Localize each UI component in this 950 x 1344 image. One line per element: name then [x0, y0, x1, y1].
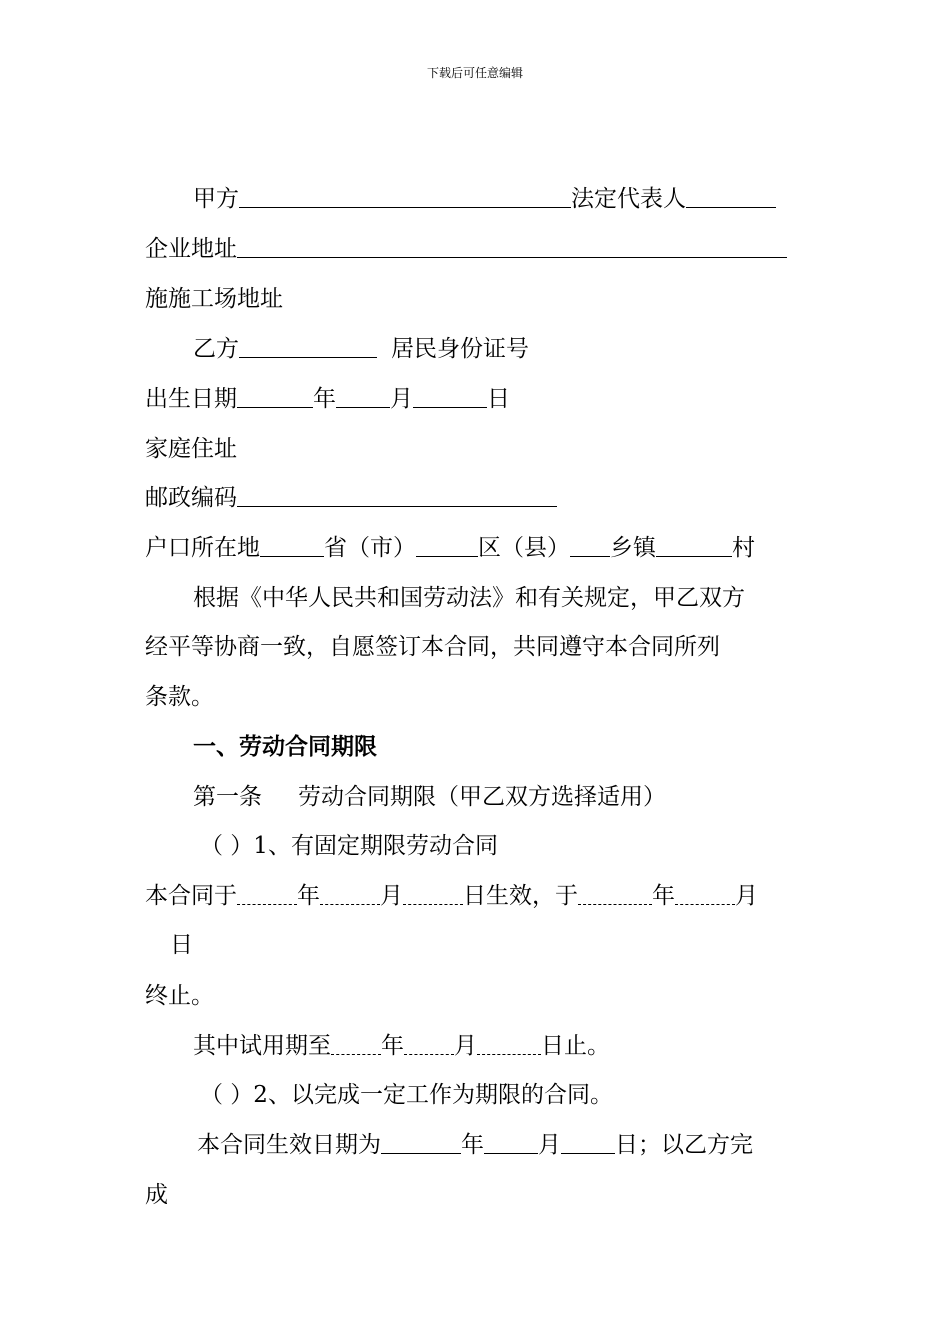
- probation-month-blank[interactable]: [404, 1034, 454, 1055]
- birth-date-line: [145, 384, 510, 414]
- province-blank[interactable]: [260, 536, 324, 557]
- term-line: [145, 881, 758, 911]
- term-day-wrap: 日: [170, 932, 193, 958]
- town-blank[interactable]: [570, 536, 610, 557]
- village-blank[interactable]: [656, 536, 732, 557]
- year-text: 年: [297, 883, 320, 909]
- task-line: [197, 1130, 753, 1160]
- end-month-blank[interactable]: [675, 884, 735, 905]
- task-wrap-line: 成: [145, 1182, 168, 1208]
- probation-end-text: 日止。: [541, 1033, 610, 1059]
- party-a-line: [193, 184, 776, 214]
- company-address-blank[interactable]: [237, 237, 787, 258]
- task-month-blank[interactable]: [484, 1133, 538, 1154]
- task-tail-text: 日；以乙方完: [615, 1132, 753, 1158]
- task-day-blank[interactable]: [561, 1133, 615, 1154]
- article-1-number: 第一条: [193, 784, 262, 810]
- village-text: 村: [732, 535, 755, 561]
- site-address-line: [145, 284, 283, 314]
- legal-rep-label: 法定代表人: [571, 186, 686, 212]
- term-end-line: 终止。: [145, 983, 214, 1009]
- intro-line-3: 条款。: [145, 684, 214, 710]
- month-text: 月: [735, 883, 758, 909]
- party-b-label: 乙方: [193, 336, 239, 362]
- option-1-line: （ ）1、有固定期限劳动合同: [200, 833, 498, 859]
- task-year-blank[interactable]: [381, 1133, 461, 1154]
- postal-code-blank[interactable]: [237, 486, 557, 507]
- town-text: 乡镇: [610, 535, 656, 561]
- district-text: 区（县）: [478, 535, 570, 561]
- birth-date-label: 出生日期: [145, 386, 237, 412]
- company-address-label: 企业地址: [145, 236, 237, 262]
- effective-text: 日生效，于: [463, 883, 578, 909]
- year-text: 年: [652, 883, 675, 909]
- birth-day-blank[interactable]: [413, 387, 487, 408]
- year-text: 年: [313, 386, 336, 412]
- home-address-label: 家庭住址: [145, 436, 237, 462]
- year-text: 年: [461, 1132, 484, 1158]
- company-address-line: [145, 234, 787, 264]
- party-a-blank[interactable]: [239, 187, 571, 208]
- intro-line-1: 根据《中华人民共和国劳动法》和有关规定，甲乙双方: [193, 585, 745, 611]
- id-number-label: 居民身份证号: [391, 336, 529, 362]
- month-text: 月: [538, 1132, 561, 1158]
- year-text: 年: [381, 1033, 404, 1059]
- probation-day-blank[interactable]: [477, 1034, 541, 1055]
- probation-prefix: 其中试用期至: [193, 1033, 331, 1059]
- site-address-label: 施施工场地址: [145, 286, 283, 312]
- hukou-label: 户口所在地: [145, 535, 260, 561]
- postal-code-line: [145, 483, 557, 513]
- month-text: 月: [380, 883, 403, 909]
- probation-line: [193, 1031, 610, 1061]
- start-month-blank[interactable]: [320, 884, 380, 905]
- term-prefix: 本合同于: [145, 883, 237, 909]
- section-1-title: 一、劳动合同期限: [193, 733, 377, 760]
- option-2-line: （ ）2、以完成一定工作为期限的合同。: [200, 1082, 613, 1108]
- party-b-line: [193, 334, 529, 364]
- article-1-title: 劳动合同期限（甲乙双方选择适用）: [298, 784, 666, 810]
- start-year-blank[interactable]: [237, 884, 297, 905]
- district-blank[interactable]: [416, 536, 478, 557]
- task-prefix: 本合同生效日期为: [197, 1132, 381, 1158]
- party-a-label: 甲方: [193, 186, 239, 212]
- birth-year-blank[interactable]: [237, 387, 313, 408]
- probation-year-blank[interactable]: [331, 1034, 381, 1055]
- party-b-blank[interactable]: [239, 337, 377, 358]
- end-year-blank[interactable]: [578, 884, 652, 905]
- day-text: 日: [487, 386, 510, 412]
- article-1-line: [193, 782, 666, 812]
- birth-month-blank[interactable]: [336, 387, 390, 408]
- home-address-line: [145, 434, 237, 464]
- intro-line-2: 经平等协商一致，自愿签订本合同，共同遵守本合同所列: [145, 634, 720, 660]
- province-text: 省（市）: [324, 535, 416, 561]
- month-text: 月: [454, 1033, 477, 1059]
- legal-rep-blank[interactable]: [686, 187, 776, 208]
- start-day-blank[interactable]: [403, 884, 463, 905]
- month-text: 月: [390, 386, 413, 412]
- postal-code-label: 邮政编码: [145, 485, 237, 511]
- hukou-line: [145, 533, 755, 563]
- page-header-note: 下载后可任意编辑: [426, 66, 523, 80]
